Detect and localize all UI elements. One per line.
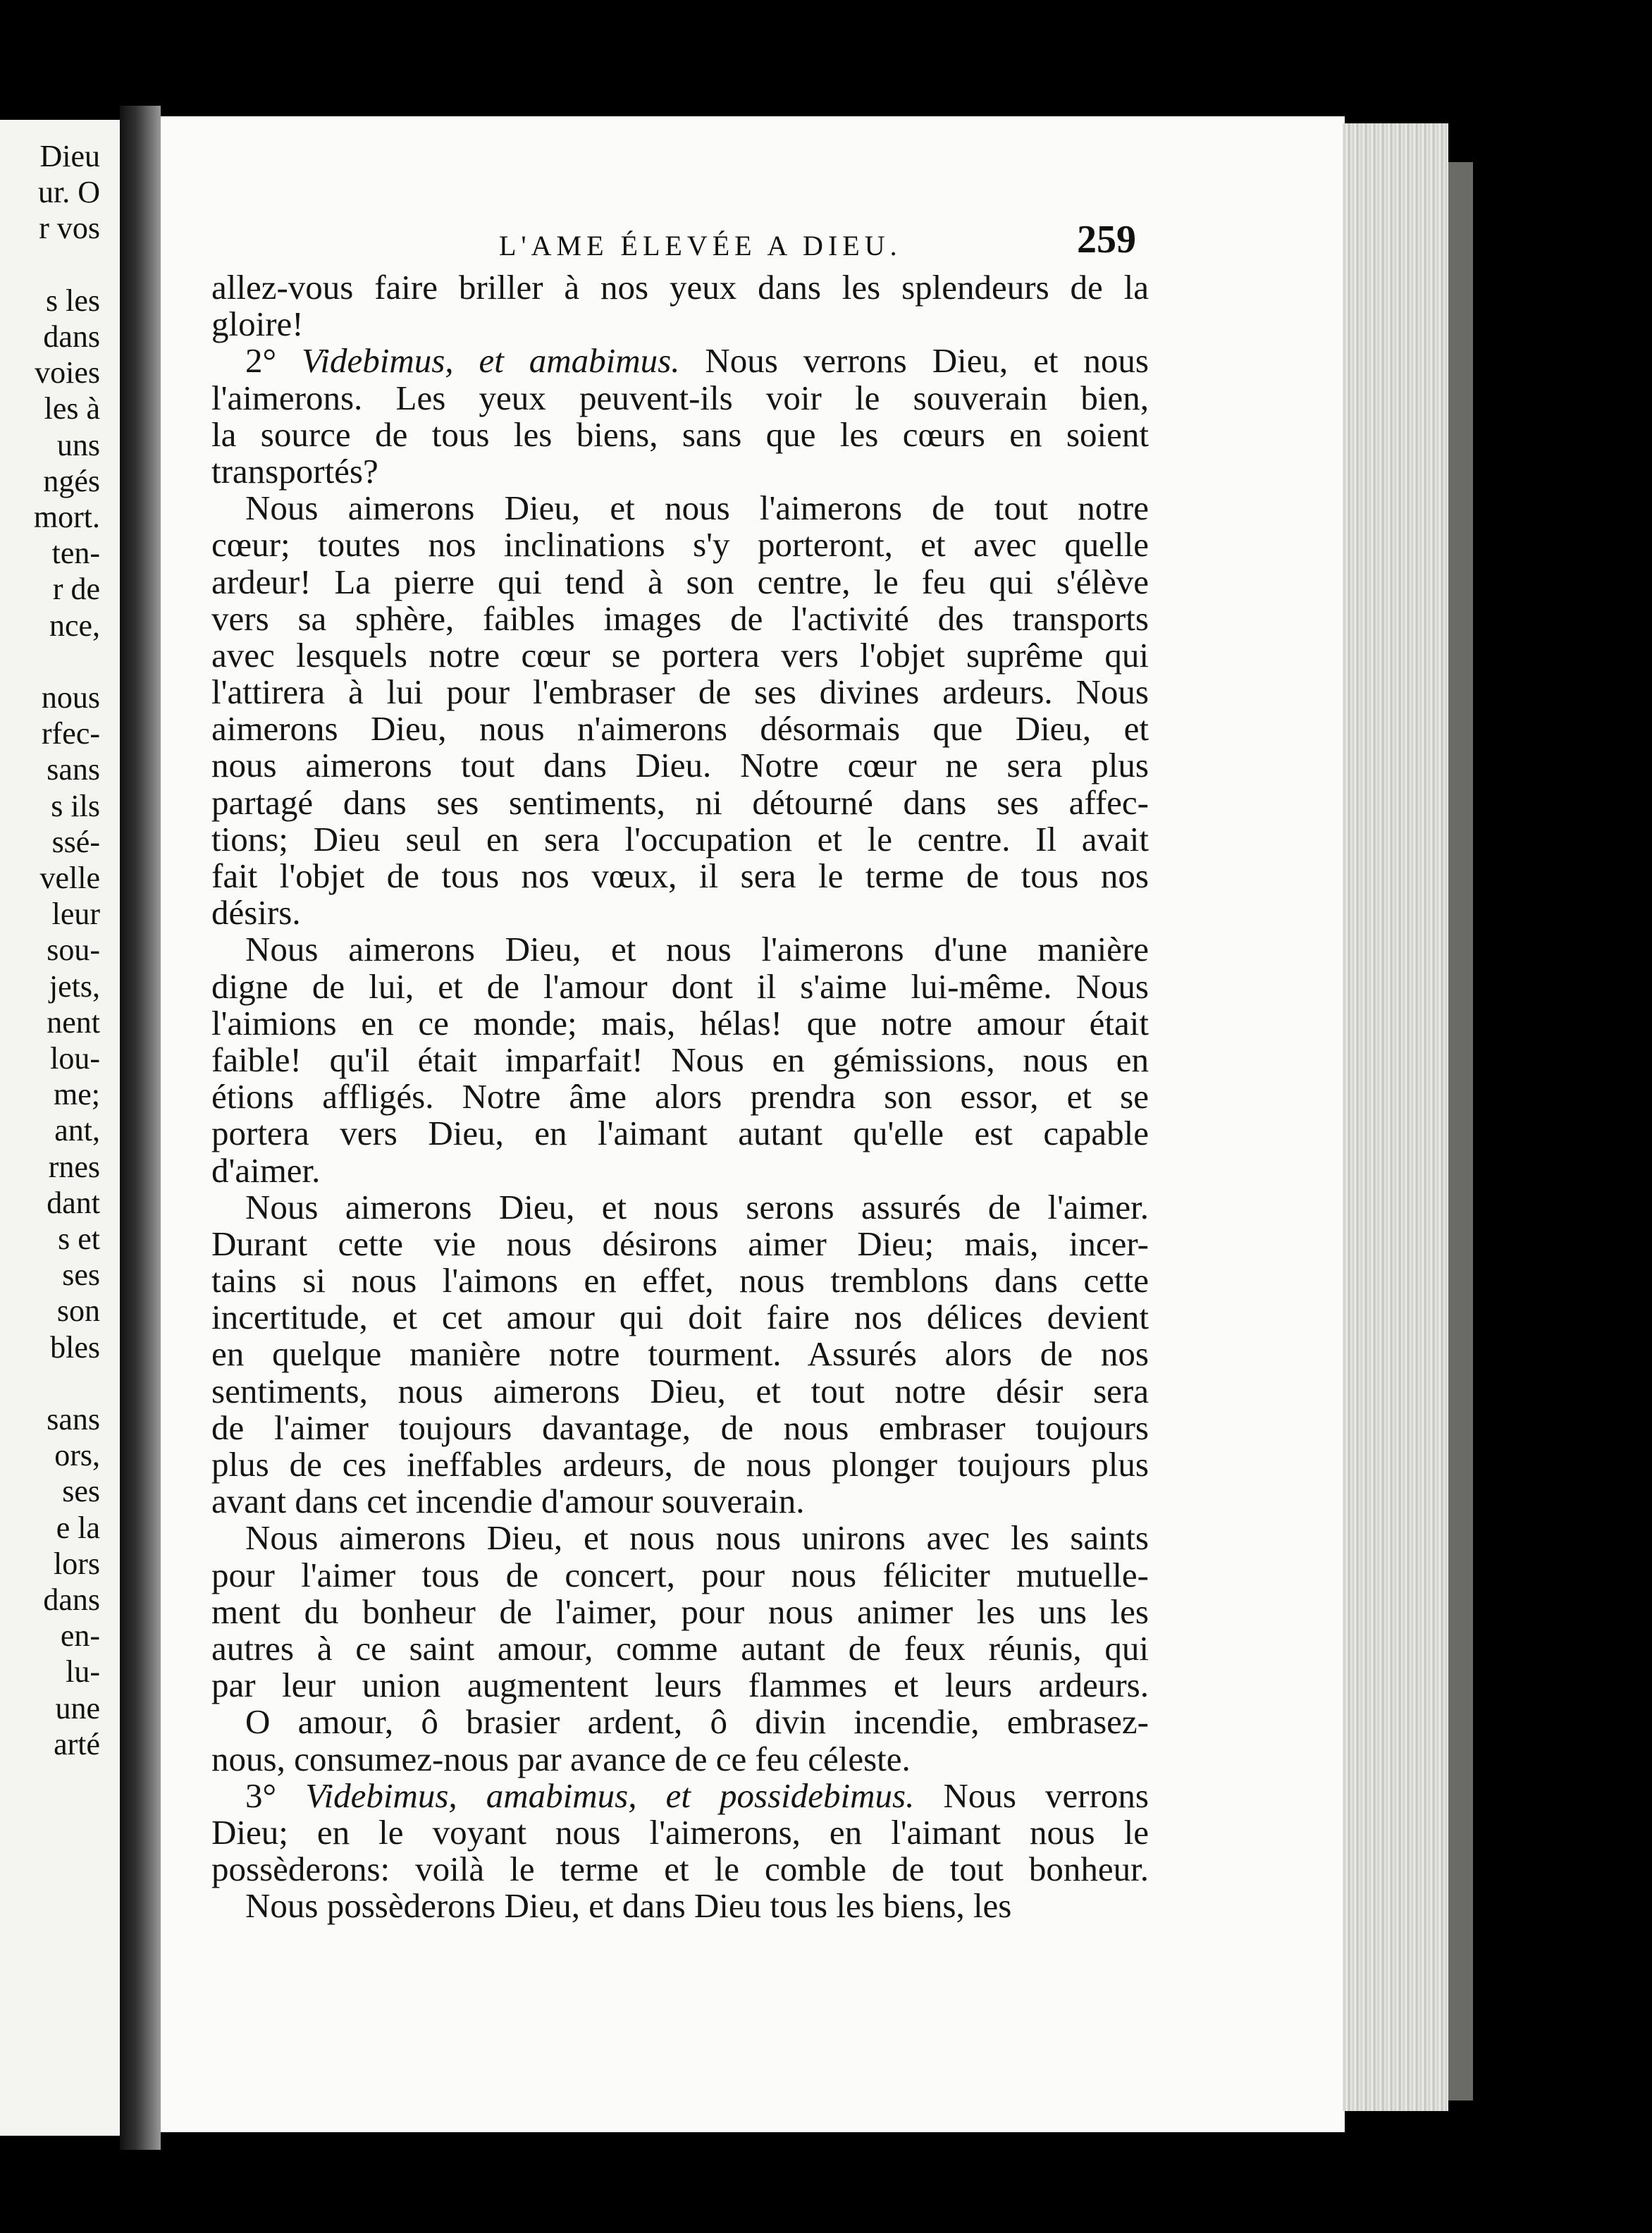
text-line: fait l'objet de tous nos vœux, il sera le terme de tous nos [211, 856, 1149, 895]
left-page-line: son [56, 1293, 100, 1329]
text-line: digne de lui, et de l'amour dont il s'aime lui-même. Nous [211, 966, 1149, 1006]
left-page-line: sou- [47, 933, 100, 968]
left-page-line: lou- [50, 1041, 100, 1076]
text-line: d'aimer. [211, 1150, 321, 1190]
text-line: pour l'aimer tous de concert, pour nous féliciter mutuelle- [211, 1555, 1149, 1594]
left-page-line: ant, [54, 1113, 100, 1148]
left-page-line: s et [58, 1222, 100, 1256]
text-line: avant dans cet incendie d'amour souverain. [211, 1482, 805, 1521]
left-page-line: ssé- [51, 824, 100, 859]
text-line: Nous possèderons Dieu, et dans Dieu tous les biens, les [245, 1886, 1012, 1926]
left-page-line: voies [35, 355, 100, 390]
text-line: Nous aimerons Dieu, et nous serons assurés de l'aimer. [245, 1187, 1149, 1226]
text-line: allez-vous faire briller à nos yeux dans les splendeurs de la [211, 268, 1149, 307]
text-line: l'attirera à lui pour l'embraser de ses divines ardeurs. Nous [211, 672, 1149, 712]
text-line: nous, consumez-nous par avance de ce feu céleste. [211, 1739, 911, 1778]
left-page-line: nce, [49, 608, 100, 643]
left-page-line: jets, [49, 968, 100, 1004]
text-line: tains si nous l'aimons en effet, nous tremblons dans cette [211, 1261, 1149, 1300]
text-line: possèderons: voilà le terme et le comble de tout bonheur. [211, 1850, 1149, 1889]
text-line: 2° Videbimus, et amabimus. Nous verrons Dieu, et nous [245, 341, 1149, 381]
running-title: L'AME ÉLEVÉE A DIEU. [499, 230, 902, 262]
left-page-line: r de [52, 572, 100, 607]
text-line: 3° Videbimus, amabimus, et possidebimus. Nous verrons [245, 1776, 1149, 1815]
left-page-line: dans [43, 319, 100, 354]
book-gutter [120, 106, 161, 2150]
text-line: portera vers Dieu, en l'aimant autant qu'elle est capable [211, 1114, 1149, 1153]
page-edges [1343, 123, 1448, 2111]
text-line: Nous aimerons Dieu, et nous nous unirons avec les saints [245, 1518, 1149, 1558]
left-page-line: e la [56, 1510, 100, 1545]
text-line: étions affligés. Notre âme alors prendra son essor, et se [211, 1077, 1149, 1116]
left-page-line: Dieu [39, 139, 100, 173]
text-line: vers sa sphère, faibles images de l'activité des transports [211, 598, 1149, 638]
text-line: Nous aimerons Dieu, et nous l'aimerons d'une manière [245, 930, 1149, 969]
left-page-line: s ils [51, 788, 100, 823]
text-line: par leur union augmentent leurs flammes et leurs ardeurs. [211, 1666, 1149, 1705]
left-page-line: uns [56, 427, 100, 462]
left-page-line: mort. [33, 500, 100, 534]
previous-page-fragment [0, 120, 120, 2136]
text-line: incertitude, et cet amour qui doit faire nos délices devient [211, 1298, 1149, 1337]
text-line: l'aimions en ce monde; mais, hélas! que notre amour était [211, 1003, 1149, 1042]
text-line: en quelque manière notre tourment. Assurés alors de nos [211, 1334, 1149, 1374]
text-line: faible! qu'il était imparfait! Nous en gémissions, nous en [211, 1040, 1149, 1079]
text-line: de l'aimer toujours davantage, de nous embraser toujours [211, 1408, 1149, 1447]
text-line: transportés? [211, 451, 378, 491]
left-page-line: ngés [43, 463, 100, 498]
left-page-line: en- [60, 1618, 100, 1654]
left-page-line: une [55, 1690, 100, 1726]
text-line: cœur; toutes nos inclinations s'y porteront, et avec quelle [211, 525, 1149, 565]
page-number: 259 [1077, 218, 1136, 262]
left-page-line: dant [47, 1185, 100, 1220]
left-page-line: lors [54, 1546, 100, 1581]
left-page-line: velle [39, 861, 100, 895]
text-line: Dieu; en le voyant nous l'aimerons, en l'aimant nous le [211, 1812, 1149, 1852]
text-line: sentiments, nous aimerons Dieu, et tout notre désir sera [211, 1371, 1149, 1410]
text-line: O amour, ô brasier ardent, ô divin incendie, embrasez- [245, 1702, 1149, 1742]
left-page-line: rfec- [41, 716, 100, 751]
left-page-line: leur [51, 897, 100, 932]
left-page-line: s les [46, 283, 100, 318]
book-page [161, 116, 1345, 2132]
text-line: partagé dans ses sentiments, ni détourné dans ses affec- [211, 782, 1149, 822]
left-page-line: nous [41, 680, 100, 715]
text-line: la source de tous les biens, sans que les cœurs en soient [211, 414, 1149, 454]
left-page-line: ors, [54, 1438, 100, 1473]
text-line: nous aimerons tout dans Dieu. Notre cœur ne sera plus [211, 746, 1149, 785]
text-line: l'aimerons. Les yeux peuvent-ils voir le souverain bien, [211, 378, 1149, 417]
text-line: avec lesquels notre cœur se portera vers l'objet suprême qui [211, 635, 1149, 675]
text-line: gloire! [211, 304, 304, 344]
text-line: plus de ces ineffables ardeurs, de nous plonger toujours plus [211, 1445, 1149, 1484]
left-page-line: rnes [48, 1149, 100, 1184]
left-page-line: sans [47, 1402, 100, 1437]
text-line: Durant cette vie nous désirons aimer Dieu; mais, incer- [211, 1224, 1149, 1263]
text-line: Nous aimerons Dieu, et nous l'aimerons de tout notre [245, 488, 1149, 528]
body-text [211, 269, 1149, 1924]
left-page-line: nent [47, 1004, 100, 1040]
text-line: désirs. [211, 893, 301, 933]
left-page-line: les à [44, 391, 100, 426]
left-page-line: dans [43, 1582, 100, 1617]
text-line: tions; Dieu seul en sera l'occupation et le centre. Il avait [211, 819, 1149, 859]
book-cover-edge [1448, 162, 1473, 2100]
left-page-line: bles [50, 1329, 100, 1365]
left-page-line: ur. O [38, 175, 100, 210]
text-line: autres à ce saint amour, comme autant de feux réunis, qui [211, 1628, 1149, 1668]
left-page-line: ses [62, 1474, 100, 1509]
text-line: ardeur! La pierre qui tend à son centre, le feu qui s'élève [211, 562, 1149, 601]
left-page-line: me; [54, 1077, 100, 1112]
left-page-line: r vos [39, 211, 100, 246]
left-page-line: ses [62, 1257, 100, 1293]
text-line: aimerons Dieu, nous n'aimerons désormais que Dieu, et [211, 709, 1149, 749]
text-line: ment du bonheur de l'aimer, pour nous animer les uns les [211, 1592, 1149, 1631]
left-page-line: lu- [66, 1654, 100, 1690]
left-page-line: sans [47, 752, 100, 787]
left-page-line: arté [54, 1726, 100, 1761]
left-page-line: ten- [51, 536, 100, 571]
